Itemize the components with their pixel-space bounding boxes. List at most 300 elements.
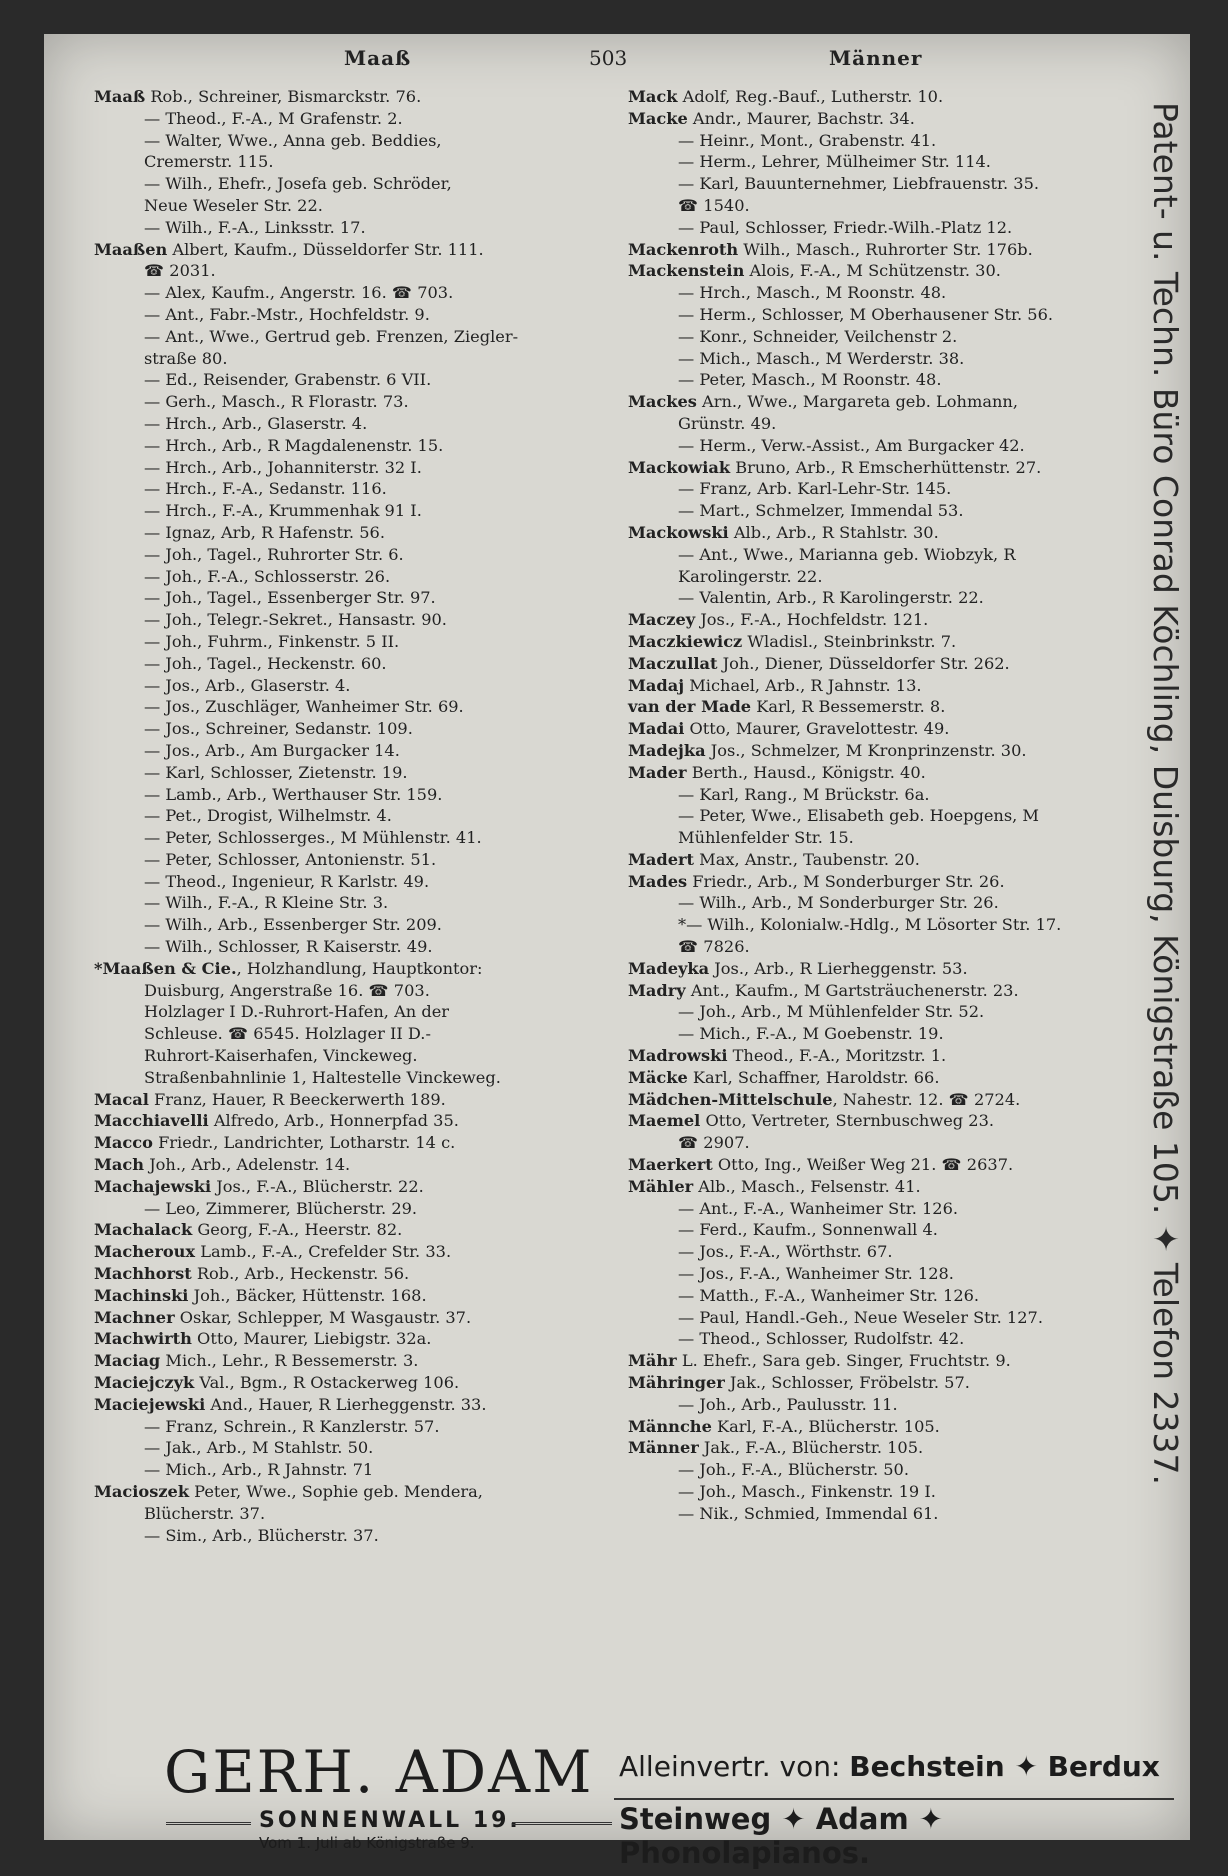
entry-details: — Ignaz, Arb, R Hafenstr. 56.	[144, 522, 385, 542]
entry-details: — Joh., Tagel., Heckenstr. 60.	[144, 653, 387, 673]
directory-entry	[94, 587, 649, 609]
directory-entry	[94, 544, 649, 566]
entry-details: Jak., F.-A., Blücherstr. 105.	[698, 1438, 924, 1458]
entry-details: — Peter, Masch., M Roonstr. 48.	[678, 370, 942, 390]
directory-entry	[94, 675, 649, 697]
directory-entry	[628, 130, 1183, 152]
entry-details: — Joh., F.-A., Blücherstr. 50.	[678, 1460, 909, 1480]
entry-details: — Hrch., Arb., R Magdalenenstr. 15.	[144, 435, 444, 455]
entry-details: Alois, F.-A., M Schützenstr. 30.	[744, 261, 1001, 281]
entry-details: — Karl, Schlosser, Zietenstr. 19.	[144, 762, 408, 782]
ad-sole-agency-brands: Bechstein ✦ Berdux	[849, 1750, 1160, 1783]
directory-entry	[94, 1154, 649, 1176]
directory-entry	[94, 304, 649, 326]
entry-details: Rob., Schreiner, Bismarckstr. 76.	[145, 87, 422, 106]
entry-surname: Mackowiak	[628, 457, 731, 477]
entry-details: Alb., Arb., R Stahlstr. 30.	[728, 522, 939, 542]
entry-details: — Herm., Schlosser, M Oberhausener Str. 56.	[678, 304, 1054, 324]
directory-entry	[628, 1372, 1183, 1394]
entry-details: Karl, Schaffner, Haroldstr. 66.	[687, 1067, 940, 1087]
entry-details: — Hrch., F.-A., Sedanstr. 116.	[144, 479, 387, 499]
directory-entry	[94, 1307, 649, 1329]
entry-details: Wilh., Masch., Ruhrorter Str. 176b.	[738, 239, 1033, 259]
directory-entry	[628, 631, 1183, 653]
directory-entry	[628, 762, 1183, 784]
directory-entry	[94, 1132, 649, 1154]
page-number: 503	[589, 46, 628, 70]
entry-details: Jos., Arb., R Lierheggenstr. 53.	[709, 958, 968, 978]
directory-entry	[94, 1241, 649, 1263]
directory-entry	[94, 108, 649, 130]
entry-surname: Männer	[628, 1438, 699, 1458]
entry-details: — Wilh., Schlosser, R Kaiserstr. 49.	[144, 937, 433, 957]
directory-entry	[628, 369, 1183, 391]
directory-entry	[628, 108, 1183, 130]
entry-details: Rob., Arb., Heckenstr. 56.	[191, 1264, 410, 1284]
entry-surname: Mädchen-Mittelschule	[628, 1089, 833, 1109]
entry-surname: Macheroux	[94, 1242, 196, 1262]
directory-entry	[628, 587, 1183, 609]
entry-surname: Mähringer	[628, 1373, 725, 1393]
entry-surname: Mäcke	[628, 1067, 688, 1087]
entry-details: And., Hauer, R Lierheggenstr. 33.	[205, 1394, 487, 1414]
directory-entry	[628, 1132, 1183, 1154]
entry-surname: Männche	[628, 1416, 712, 1436]
entry-surname: Maciejczyk	[94, 1373, 195, 1393]
ad-address: SONNENWALL 19.	[259, 1808, 521, 1833]
entry-details: — Paul, Schlosser, Friedr.-Wilh.-Platz 12.	[678, 217, 1013, 237]
entry-surname: Maciag	[94, 1351, 161, 1371]
entry-details: — Gerh., Masch., R Florastr. 73.	[144, 392, 409, 412]
entry-details: — Franz, Schrein., R Kanzlerstr. 57.	[144, 1416, 440, 1436]
directory-entry	[94, 1045, 649, 1067]
entry-details: — Pet., Drogist, Wilhelmstr. 4.	[144, 806, 392, 826]
entry-details: — Valentin, Arb., R Karolingerstr. 22.	[678, 588, 984, 608]
directory-entry	[94, 740, 649, 762]
directory-entry	[94, 435, 649, 457]
directory-entry	[628, 1437, 1183, 1459]
directory-entry	[628, 1198, 1183, 1220]
entry-details: Karl, F.-A., Blücherstr. 105.	[711, 1416, 940, 1436]
entry-details: Franz, Hauer, R Beeckerwerth 189.	[148, 1089, 446, 1109]
entry-details: — Walter, Wwe., Anna geb. Beddies,	[144, 130, 442, 150]
entry-details: Joh., Bäcker, Hüttenstr. 168.	[188, 1285, 427, 1305]
directory-entry	[94, 217, 649, 239]
ad-rule-left	[166, 1822, 251, 1825]
directory-entry	[628, 1350, 1183, 1372]
directory-entry	[94, 391, 649, 413]
directory-entry	[628, 1110, 1183, 1132]
directory-entry	[628, 173, 1183, 195]
entry-details: — Konr., Schneider, Veilchenstr 2.	[678, 326, 958, 346]
directory-entry	[94, 260, 649, 282]
directory-entry	[94, 1459, 649, 1481]
entry-surname: Madry	[628, 980, 686, 1000]
entry-details: — Jos., Arb., Am Burgacker 14.	[144, 740, 400, 760]
entry-details: Alb., Masch., Felsenstr. 41.	[693, 1176, 921, 1196]
directory-entry	[94, 1525, 649, 1547]
directory-entry	[94, 326, 649, 348]
directory-entry	[628, 784, 1183, 806]
directory-entry	[94, 413, 649, 435]
directory-entry	[628, 1459, 1183, 1481]
entry-details: Karl, R Bessemerstr. 8.	[751, 697, 946, 717]
directory-entry	[94, 1089, 649, 1111]
directory-entry	[94, 1219, 649, 1241]
ad-sole-agency-prefix: Alleinvertr. von:	[619, 1750, 841, 1783]
directory-entry	[628, 1241, 1183, 1263]
entry-details: Otto, Vertreter, Sternbuschweg 23.	[700, 1111, 995, 1131]
ad-divider	[614, 1798, 1174, 1800]
entry-details: straße 80.	[144, 348, 228, 368]
entry-details: Holzlager I D.-Ruhrort-Hafen, An der	[144, 1002, 450, 1022]
ad-rule-right	[512, 1822, 612, 1825]
entry-details: , Holzhandlung, Hauptkontor:	[236, 958, 483, 978]
directory-entry	[628, 1307, 1183, 1329]
ad-sole-agency	[619, 1750, 1160, 1783]
directory-entry	[94, 849, 649, 871]
directory-entry	[94, 500, 649, 522]
directory-entry	[94, 1350, 649, 1372]
entry-details: — Herm., Verw.-Assist., Am Burgacker 42.	[678, 435, 1025, 455]
directory-entry	[94, 1372, 649, 1394]
directory-entry	[628, 1503, 1183, 1525]
directory-entry	[94, 151, 649, 173]
directory-entry	[628, 914, 1183, 936]
directory-entry	[628, 958, 1183, 980]
directory-entry	[94, 457, 649, 479]
entry-details: Blücherstr. 37.	[144, 1503, 266, 1523]
entry-details: Val., Bgm., R Ostackerweg 106.	[194, 1373, 460, 1393]
directory-entry	[94, 1503, 649, 1525]
entry-details: — Wilh., Arb., Essenberger Str. 209.	[144, 915, 442, 935]
directory-entry	[94, 1394, 649, 1416]
entry-details: — Joh., Fuhrm., Finkenstr. 5 II.	[144, 631, 400, 651]
directory-entry	[628, 805, 1183, 827]
entry-details: , Nahestr. 12. ☎ 2724.	[832, 1089, 1021, 1109]
entry-details: Berth., Hausd., Königstr. 40.	[686, 762, 926, 782]
entry-details: — Karl, Rang., M Brückstr. 6a.	[678, 784, 930, 804]
directory-entry	[94, 282, 649, 304]
directory-entry	[94, 631, 649, 653]
entry-details: — Theod., Ingenieur, R Karlstr. 49.	[144, 871, 430, 891]
directory-entry	[94, 914, 649, 936]
directory-entry	[94, 239, 649, 261]
entry-details: Ant., Kaufm., M Gartsträuchenerstr. 23.	[685, 980, 1019, 1000]
entry-details: Bruno, Arb., R Emscherhüttenstr. 27.	[730, 457, 1042, 477]
entry-details: Otto, Maurer, Gravelottestr. 49.	[684, 719, 950, 739]
directory-entry	[628, 282, 1183, 304]
directory-entry	[94, 1067, 649, 1089]
ad-note: Vom 1. Juli ab Königstraße 9.	[259, 1834, 475, 1852]
directory-entry	[94, 86, 649, 108]
directory-entry	[94, 1263, 649, 1285]
entry-details: Mich., Lehr., R Bessemerstr. 3.	[160, 1351, 419, 1371]
entry-details: *— Wilh., Kolonialw.-Hdlg., M Lösorter Str. 17.	[678, 915, 1062, 935]
entry-details: Friedr., Arb., M Sonderburger Str. 26.	[687, 871, 1005, 891]
entry-details: — Theod., Schlosser, Rudolfstr. 42.	[678, 1329, 965, 1349]
entry-surname: Macke	[628, 108, 688, 128]
entry-details: — Jos., Zuschläger, Wanheimer Str. 69.	[144, 697, 464, 717]
directory-entry	[94, 130, 649, 152]
directory-entry	[628, 304, 1183, 326]
entry-details: — Joh., Tagel., Ruhrorter Str. 6.	[144, 544, 404, 564]
entry-details: Ruhrort-Kaiserhafen, Vinckeweg.	[144, 1046, 418, 1066]
entry-details: Theod., F.-A., Moritzstr. 1.	[727, 1046, 947, 1066]
directory-entry	[628, 457, 1183, 479]
entry-surname: Maaßen	[94, 239, 168, 259]
entry-details: — Wilh., Arb., M Sonderburger Str. 26.	[678, 893, 999, 913]
directory-entry	[628, 1154, 1183, 1176]
entry-surname: *Maaßen & Cie.	[94, 958, 237, 978]
directory-entry	[94, 566, 649, 588]
directory-entry	[94, 1328, 649, 1350]
directory-entry	[628, 936, 1183, 958]
entry-details: — Lamb., Arb., Werthauser Str. 159.	[144, 784, 443, 804]
entry-details: — Ed., Reisender, Grabenstr. 6 VII.	[144, 370, 432, 390]
entry-surname: Maerkert	[628, 1155, 713, 1175]
directory-entry	[628, 1176, 1183, 1198]
right-column	[628, 86, 1183, 1525]
entry-details: ☎ 1540.	[678, 195, 750, 215]
entry-details: — Franz, Arb. Karl-Lehr-Str. 145.	[678, 479, 952, 499]
directory-entry	[94, 609, 649, 631]
directory-entry	[94, 762, 649, 784]
entry-surname: Madrowski	[628, 1046, 728, 1066]
entry-details: Schleuse. ☎ 6545. Holzlager II D.-	[144, 1024, 431, 1044]
directory-entry	[94, 195, 649, 217]
entry-surname: Madai	[628, 719, 685, 739]
directory-entry	[628, 827, 1183, 849]
directory-entry	[628, 653, 1183, 675]
entry-details: — Hrch., F.-A., Krummenhak 91 I.	[144, 501, 422, 521]
directory-entry	[94, 958, 649, 980]
entry-surname: Maaß	[94, 87, 146, 106]
directory-entry	[94, 827, 649, 849]
entry-details: Otto, Maurer, Liebigstr. 32a.	[191, 1329, 432, 1349]
directory-entry	[628, 544, 1183, 566]
directory-entry	[94, 718, 649, 740]
entry-details: ☎ 7826.	[678, 937, 750, 957]
directory-entry	[94, 871, 649, 893]
entry-details: Friedr., Landrichter, Lotharstr. 14 c.	[152, 1133, 456, 1153]
directory-entry	[94, 1198, 649, 1220]
entry-surname: Mähr	[628, 1351, 677, 1371]
directory-entry	[628, 1285, 1183, 1307]
directory-entry	[94, 173, 649, 195]
entry-details: — Hrch., Masch., M Roonstr. 48.	[678, 283, 947, 303]
directory-entry	[628, 849, 1183, 871]
left-column	[94, 86, 649, 1546]
entry-surname: Machwirth	[94, 1329, 192, 1349]
entry-details: — Alex, Kaufm., Angerstr. 16. ☎ 703.	[144, 283, 454, 303]
directory-entry	[94, 936, 649, 958]
directory-entry	[94, 653, 649, 675]
directory-entry	[628, 1394, 1183, 1416]
header-left-word: Maaß	[344, 46, 412, 70]
entry-details: — Ferd., Kaufm., Sonnenwall 4.	[678, 1220, 938, 1240]
directory-entry	[628, 413, 1183, 435]
directory-entry	[94, 805, 649, 827]
entry-details: — Joh., Arb., M Mühlenfelder Str. 52.	[678, 1002, 985, 1022]
entry-details: Arn., Wwe., Margareta geb. Lohmann,	[696, 392, 1018, 412]
entry-details: Lamb., F.-A., Crefelder Str. 33.	[195, 1242, 452, 1262]
entry-surname: Mack	[628, 87, 678, 106]
entry-surname: Madaj	[628, 675, 685, 695]
directory-entry	[628, 217, 1183, 239]
directory-entry	[94, 1416, 649, 1438]
entry-surname: Mackowski	[628, 522, 729, 542]
entry-details: — Joh., Masch., Finkenstr. 19 I.	[678, 1482, 936, 1501]
directory-entry	[628, 348, 1183, 370]
directory-entry	[628, 696, 1183, 718]
entry-details: Andr., Maurer, Bachstr. 34.	[687, 108, 915, 128]
entry-details: — Ant., F.-A., Wanheimer Str. 126.	[678, 1198, 959, 1218]
entry-details: — Jos., F.-A., Wörthstr. 67.	[678, 1242, 893, 1262]
entry-surname: Machinski	[94, 1285, 189, 1305]
directory-entry	[94, 348, 649, 370]
directory-entry	[628, 718, 1183, 740]
entry-details: — Wilh., F.-A., R Kleine Str. 3.	[144, 893, 389, 913]
entry-details: Cremerstr. 115.	[144, 152, 274, 172]
entry-details: — Hrch., Arb., Johanniterstr. 32 I.	[144, 457, 422, 477]
entry-details: Otto, Ing., Weißer Weg 21. ☎ 2637.	[712, 1155, 1014, 1175]
entry-details: — Nik., Schmied, Immendal 61.	[678, 1503, 939, 1523]
entry-details: Max, Anstr., Taubenstr. 20.	[694, 849, 920, 869]
entry-details: — Joh., F.-A., Schlosserstr. 26.	[144, 566, 391, 586]
directory-entry	[94, 369, 649, 391]
entry-details: — Mich., Arb., R Jahnstr. 71	[144, 1460, 374, 1480]
entry-surname: Mader	[628, 762, 687, 782]
entry-details: — Peter, Schlosser, Antonienstr. 51.	[144, 849, 437, 869]
entry-details: Jos., F.-A., Hochfeldstr. 121.	[695, 610, 929, 630]
entry-surname: Madert	[628, 849, 695, 869]
entry-surname: Mackenroth	[628, 239, 739, 259]
directory-entry	[94, 1285, 649, 1307]
entry-surname: Machalack	[94, 1220, 193, 1240]
directory-entry	[94, 522, 649, 544]
entry-details: — Paul, Handl.-Geh., Neue Weseler Str. 127.	[678, 1307, 1043, 1327]
entry-details: — Peter, Schlosserges., M Mühlenstr. 41.	[144, 828, 482, 848]
directory-entry	[628, 86, 1183, 108]
entry-details: Grünstr. 49.	[678, 413, 777, 433]
entry-surname: Machajewski	[94, 1176, 212, 1196]
directory-page	[44, 34, 1190, 1870]
directory-entry	[94, 980, 649, 1002]
entry-details: — Joh., Tagel., Essenberger Str. 97.	[144, 588, 436, 608]
entry-details: Oskar, Schlepper, M Wasgaustr. 37.	[174, 1307, 472, 1327]
directory-entry	[94, 892, 649, 914]
entry-details: — Leo, Zimmerer, Blücherstr. 29.	[144, 1198, 418, 1218]
entry-surname: Machner	[94, 1307, 175, 1327]
header-right-word: Männer	[829, 46, 923, 70]
entry-details: — Joh., Arb., Paulusstr. 11.	[678, 1394, 898, 1414]
ad-firm-name: GERH. ADAM	[164, 1738, 594, 1806]
entry-surname: Mach	[94, 1155, 145, 1175]
bottom-advertisement	[104, 1738, 1184, 1870]
entry-details: — Mart., Schmelzer, Immendal 53.	[678, 501, 964, 521]
entry-details: Joh., Diener, Düsseldorfer Str. 262.	[717, 653, 1010, 673]
entry-surname: Maczkiewicz	[628, 631, 743, 651]
entry-surname: Madejka	[628, 740, 706, 760]
directory-entry	[628, 1219, 1183, 1241]
entry-surname: Macioszek	[94, 1482, 190, 1501]
entry-surname: Maemel	[628, 1111, 701, 1131]
entry-surname: Mackenstein	[628, 261, 745, 281]
entry-details: — Joh., Telegr.-Sekret., Hansastr. 90.	[144, 610, 447, 630]
directory-entry	[94, 1437, 649, 1459]
entry-details: — Mich., Masch., M Werderstr. 38.	[678, 348, 965, 368]
directory-entry	[628, 871, 1183, 893]
entry-details: L. Ehefr., Sara geb. Singer, Fruchtstr. 9.	[676, 1351, 1011, 1371]
directory-entry	[628, 892, 1183, 914]
directory-entry	[628, 1416, 1183, 1438]
entry-surname: Macco	[94, 1133, 153, 1153]
entry-surname: Maczullat	[628, 653, 718, 673]
directory-entry	[94, 696, 649, 718]
directory-entry	[628, 195, 1183, 217]
entry-details: — Hrch., Arb., Glaserstr. 4.	[144, 413, 368, 433]
directory-entry	[628, 326, 1183, 348]
entry-details: Straßenbahnlinie 1, Haltestelle Vinckeweg.	[144, 1067, 501, 1087]
entry-details: — Heinr., Mont., Grabenstr. 41.	[678, 130, 937, 150]
entry-details: — Jos., Schreiner, Sedanstr. 109.	[144, 719, 413, 739]
entry-surname: Mades	[628, 871, 688, 891]
directory-entry	[628, 1089, 1183, 1111]
directory-entry	[628, 151, 1183, 173]
directory-entry	[628, 239, 1183, 261]
entry-details: Alfredo, Arb., Honnerpfad 35.	[208, 1111, 459, 1131]
entry-surname: van der Made	[628, 697, 752, 717]
directory-entry	[94, 1023, 649, 1045]
entry-details: ☎ 2907.	[678, 1133, 750, 1153]
entry-details: Joh., Arb., Adelenstr. 14.	[144, 1155, 351, 1175]
entry-details: — Jak., Arb., M Stahlstr. 50.	[144, 1438, 374, 1458]
page-header	[44, 46, 1190, 82]
entry-details: — Wilh., F.-A., Linksstr. 17.	[144, 217, 366, 237]
entry-surname: Madeyka	[628, 958, 710, 978]
directory-entry	[628, 1481, 1183, 1503]
entry-details: ☎ 2031.	[144, 261, 216, 281]
directory-entry	[628, 260, 1183, 282]
entry-details: Duisburg, Angerstraße 16. ☎ 703.	[144, 980, 430, 1000]
entry-surname: Macchiavelli	[94, 1111, 209, 1131]
entry-details: Wladisl., Steinbrinkstr. 7.	[742, 631, 957, 651]
directory-entry	[94, 1176, 649, 1198]
entry-details: Adolf, Reg.-Bauf., Lutherstr. 10.	[677, 87, 944, 106]
directory-entry	[94, 784, 649, 806]
entry-details: — Peter, Wwe., Elisabeth geb. Hoepgens, M	[678, 806, 1040, 826]
directory-entry	[94, 1110, 649, 1132]
directory-entry	[628, 609, 1183, 631]
entry-details: — Wilh., Ehefr., Josefa geb. Schröder,	[144, 174, 452, 194]
directory-entry	[628, 522, 1183, 544]
entry-surname: Machhorst	[94, 1264, 192, 1284]
entry-details: — Ant., Wwe., Marianna geb. Wiobzyk, R	[678, 544, 1016, 564]
entry-details: Karolingerstr. 22.	[678, 566, 823, 586]
directory-entry	[628, 500, 1183, 522]
side-advertisement: Patent- u. Techn. Büro Conrad Köchling, Duisburg, Königstraße 105. ✦ Telefon 2337.	[1146, 102, 1185, 1486]
directory-entry	[628, 478, 1183, 500]
directory-entry	[628, 435, 1183, 457]
entry-details: Jak., Schlosser, Fröbelstr. 57.	[724, 1373, 970, 1393]
ad-pianos: Steinweg ✦ Adam ✦ Phonolapianos.	[619, 1802, 944, 1870]
entry-details: Neue Weseler Str. 22.	[144, 195, 323, 215]
directory-entry	[628, 566, 1183, 588]
entry-details: Peter, Wwe., Sophie geb. Mendera,	[189, 1482, 483, 1501]
directory-entry	[628, 1001, 1183, 1023]
entry-details: — Sim., Arb., Blücherstr. 37.	[144, 1525, 379, 1545]
